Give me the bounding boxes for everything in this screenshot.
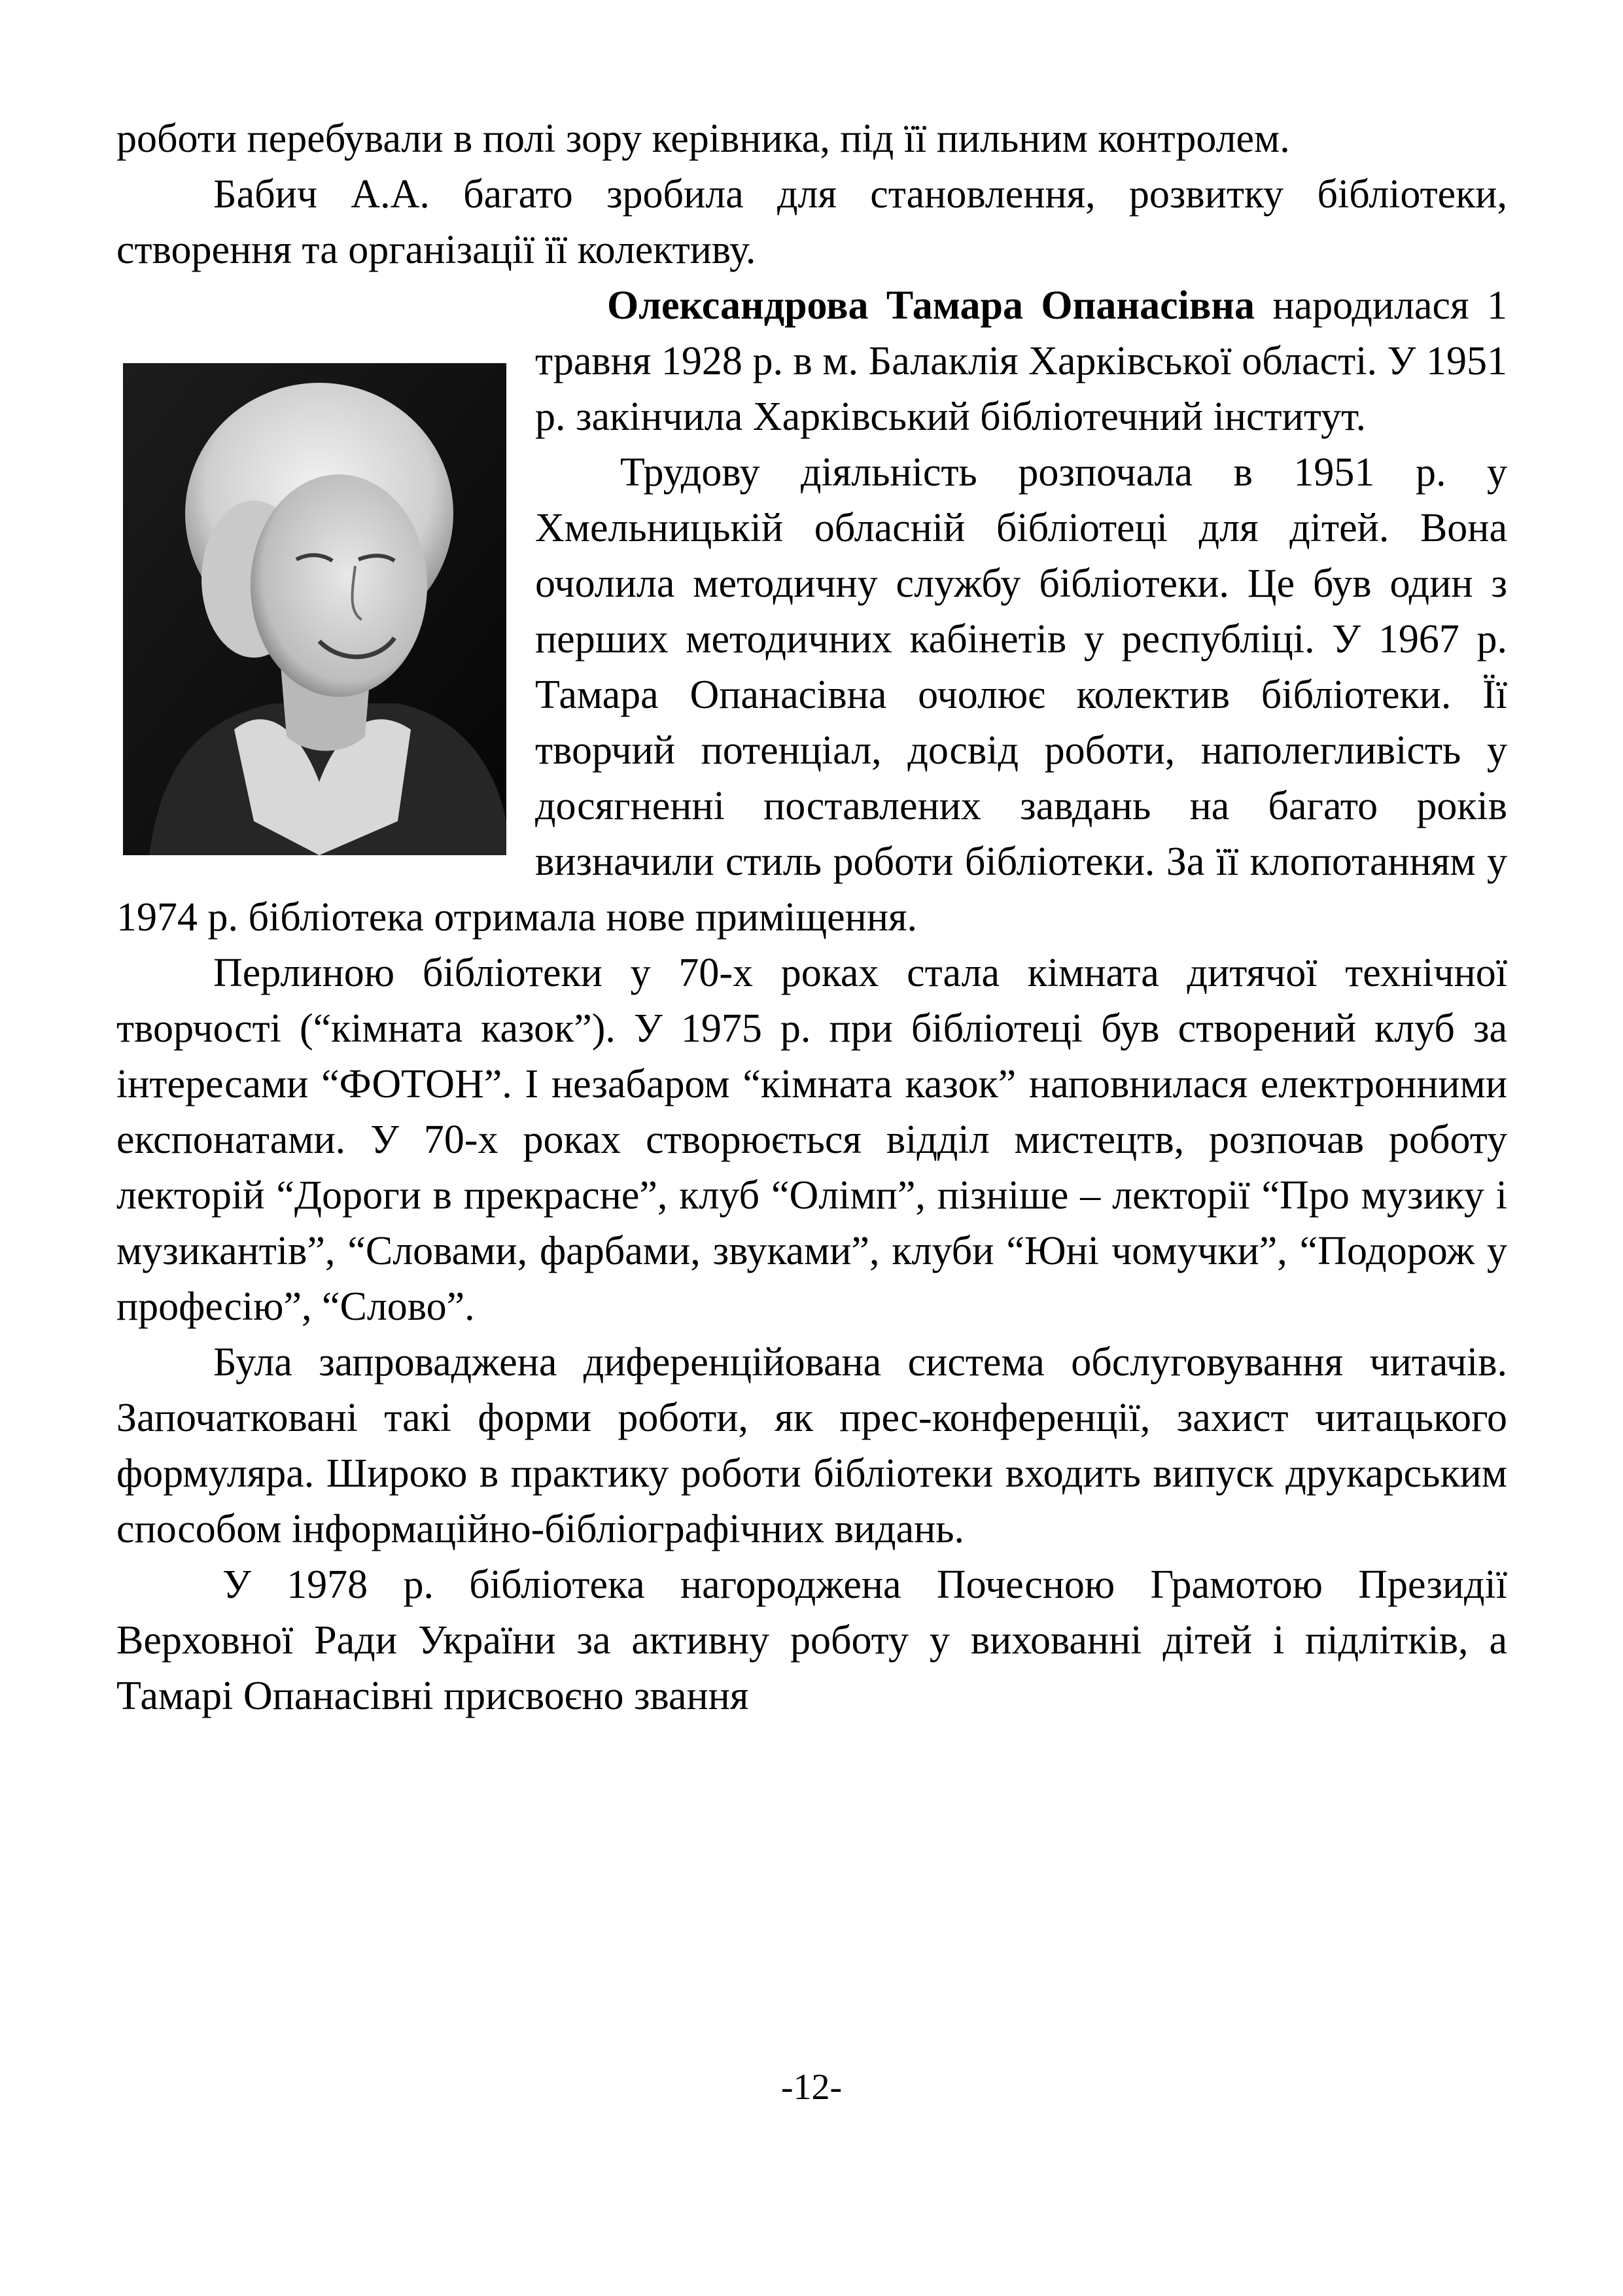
paragraph-3-text: народилася 1 травня 1928 р. в м. Балаклія Харківської області. У 1951 р. закінчила Харківський бібліотечний інститут. (535, 283, 1507, 439)
paragraph-2: Бабич А.А. багато зробила для становлення, розвитку бібліотеки, створення та організації її колективу. (116, 172, 1507, 272)
paragraph-5: Перлиною бібліотеки у 70-х роках стала кімната дитячої технічної творчості (“кімната казок”). У 1975 р. при бібліотеці був створений клуб за інтересами “ФОТОН”. І незабаром “кімната казок” наповнилася електронними експонатами. У 70-х роках створюється відділ мистецтв, розпочав роботу лекторій “Дороги в прекрасне”, клуб “Олімп”, пізніше – лекторії “Про музику і музикантів”, “Словами, фарбами, звуками”, клуби “Юні чомучки”, “Подорож у професію”, “Слово”. (116, 951, 1507, 1329)
page-number: -12- (780, 2067, 843, 2108)
document-page (116, 111, 1507, 1724)
person-name: Олександрова Тамара Опанасівна (607, 283, 1255, 328)
paragraph-1: роботи перебували в полі зору керівника, під її пильним контролем. (116, 116, 1290, 161)
paragraph-7: У 1978 р. бібліотека нагороджена Почесною Грамотою Президії Верховної Ради України за активну роботу у вихованні дітей і підлітків, а Тамарі Опанасівні присвоєно звання (116, 1563, 1507, 1718)
portrait-photo (123, 363, 506, 855)
paragraph-6: Була запроваджена диференційована система обслуговування читачів. Започатковані такі форми роботи, як прес-конференції, захист читацького формуляра. Широко в практику роботи бібліотеки входить випуск друкарським способом інформаційно-бібліографічних видань. (116, 1340, 1507, 1551)
paragraph-4: Трудову діяльність розпочала в 1951 р. у Хмельницькій обласній бібліотеці для дітей. Вона очолила методичну службу бібліотеки. Це був один з перших методичних кабінетів у республіці. У 1967 р. Тамара Опанасівна очолює колектив бібліотеки. Її творчий потенціал, досвід роботи, наполегливість у досягненні поставлених завдань на багато років визначили стиль роботи бібліотеки. За її клопотанням у 1974 р. бібліотека отримала нове приміщення. (116, 450, 1507, 940)
